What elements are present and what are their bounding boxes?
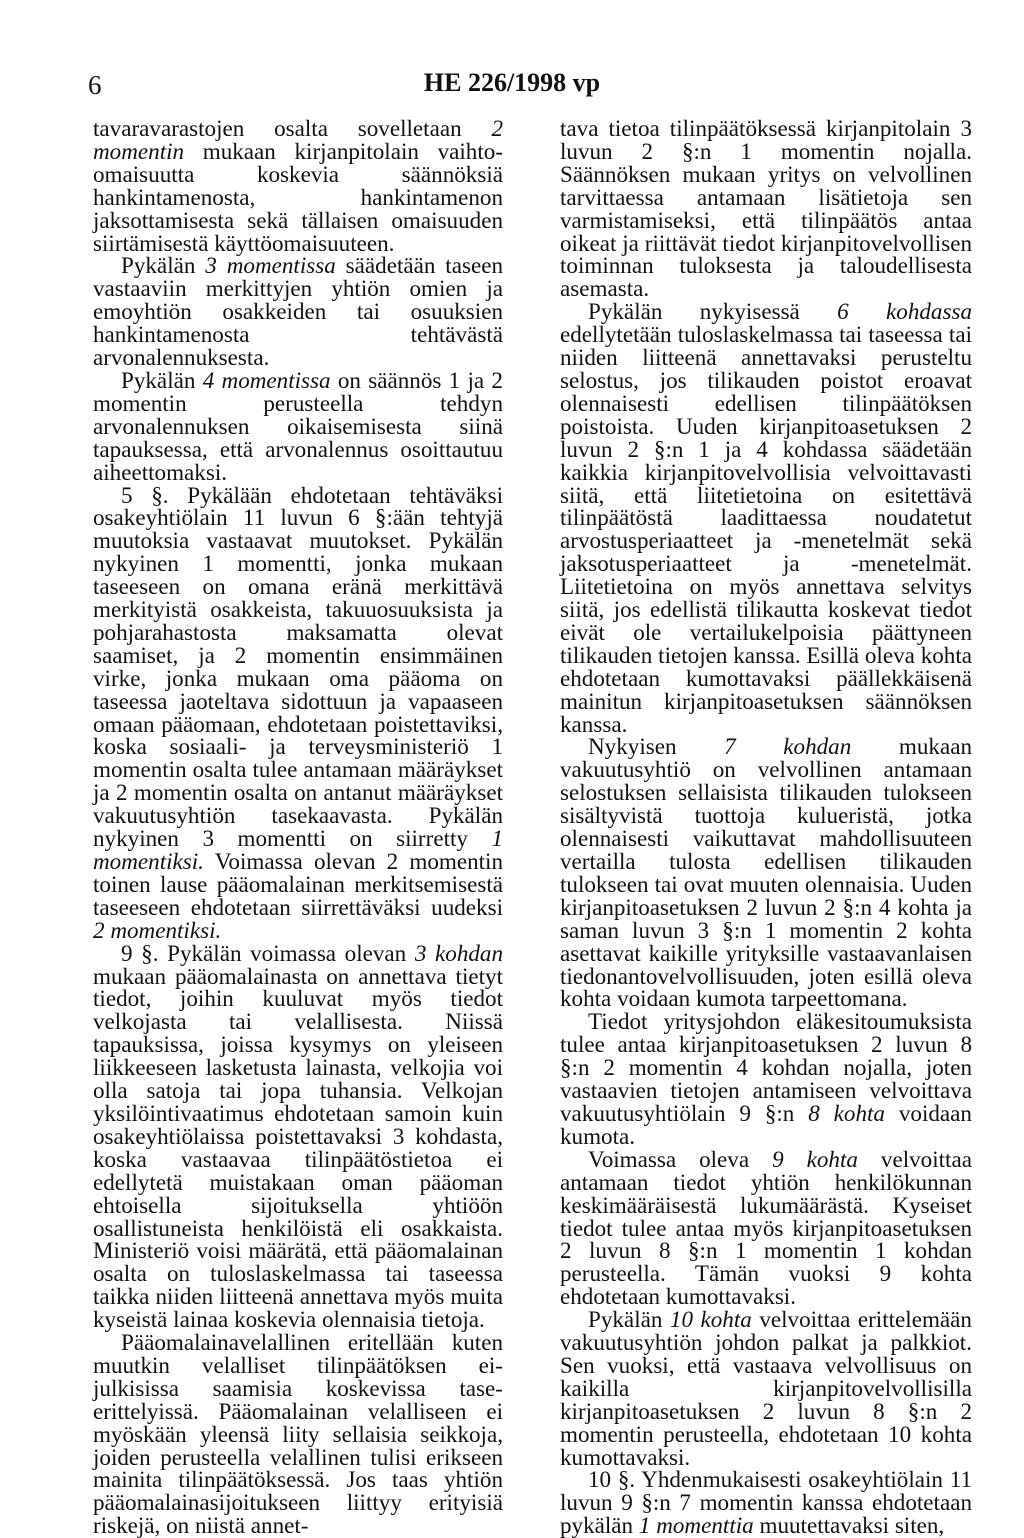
paragraph: Voimassa oleva 9 kohta velvoittaa antamaan tiedot yhtiön henkilökunnan keskimääräisestä lukumäärästä. Kyseiset tiedot tulee antaa myös kirjanpitoasetuksen 2 luvun 8 §:n 1 momentin 1 kohdan perusteella. Tämän vuoksi 9 kohta ehdotetaan kumottavaksi. (560, 1145, 972, 1310)
paragraph: Pykälän 4 momentissa on säännös 1 ja 2 momentin perusteella tehdyn arvonalennuksen oikaisemisesta siinä tapauksessa, että arvonalennus osoittautuu aiheettomaksi. (93, 366, 503, 485)
paragraph: 9 §. Pykälän voimassa olevan 3 kohdan mukaan pääomalainasta on annettava tietyt tiedot, joihin kuuluvat myös tiedot velkojasta tai velallisesta. Niissä tapauksissa, joissa kysymys on yleiseen liikkeeseen lasketusta lainasta, velkojia voi olla satoja tai jopa tuhansia. Velkojan yksilöintivaatimus ehdotetaan samoin kuin osakeyhtiölaissa poistettavaksi 3 kohdasta, koska vastaavaa tilinpäätöstietoa ei edellytetä muistakaan oman pääoman ehtoisella sijoituksella yhtiöön osallistuneista henkilöistä eli osakkaista. Ministeriö voisi määrätä, että pääomalainan osalta on tuloslaskelmassa tai taseessa taikka niiden liitteenä annettava myös muita kyseistä lainaa koskevia olennaisia tietoja. (93, 939, 504, 1333)
paragraph: Pykälän nykyisessä 6 kohdassa edellytetään tuloslaskelmassa tai taseessa tai niiden liitteenä annettavaksi perusteltu selostus, jos tilikauden poistot eroavat olennaisesti edellisen tilinpäätöksen poistoista. Uuden kirjanpitoasetuksen 2 luvun 2 §:n 1 ja 4 kohdassa säädetään kaikkia kirjanpitovelvollisia velvoittavasti siitä, että liitetietoina on esitettävä tilinpäätöstä laadittaessa noudatetut arvostusperiaatteet ja -menetelmät sekä jaksotusperiaatteet ja -menetelmät. Liitetietoina on myös annettava selvitys siitä, jos edellistä tilikautta koskevat tiedot eivät ole vertailukelpoisia päättyneen tilikauden tietojen kanssa. Esillä oleva kohta ehdotetaan kumottavaksi päällekkäisenä mainitun kirjanpitoasetuksen säännöksen kanssa. (560, 298, 973, 737)
running-head: HE 226/1998 vp (423, 68, 601, 97)
paragraph: tava tietoa tilinpäätöksessä kirjanpitolain 3 luvun 2 §:n 1 momentin nojalla. Säännöksen mukaan yritys on velvollinen tarvittaessa antamaan lisätietoja sen varmistamiseksi, että tilinpäätös antaa oikeat ja riittävät tiedot kirjanpitovelvollisen toiminnan tuloksesta ja taloudellisesta asemasta. (560, 115, 972, 302)
right-column (560, 117, 972, 1537)
paragraph: 10 §. Yhdenmukaisesti osakeyhtiölain 11 luvun 9 §:n 7 momentin kanssa ehdotetaan pykälän 1 momenttia muutettavaksi siten, (560, 1466, 972, 1538)
paragraph: Pääomalainavelallinen eritellään kuten muutkin velalliset tilinpäätöksen ei-julkisissa saamisia koskevissa tase-erittelyissä. Pääomalainan velalliseen ei myöskään yleensä liity sellaisia seikkoja, joiden perusteella velallinen tulisi erikseen mainita tilinpäätöksessä. Jos taas yhtiön pääomalainasijoitukseen liittyy erityisiä riskejä, on niistä annet- (93, 1329, 503, 1538)
paragraph: Pykälän 3 momentissa säädetään taseen vastaaviin merkittyjen yhtiön omien ja emoyhtiön osakkeiden tai osuuksien hankintamenosta tehtävästä arvonalennuksesta. (93, 252, 503, 371)
page-number: 6 (88, 70, 102, 100)
left-column (93, 117, 503, 1537)
paragraph: tavaravarastojen osalta sovelletaan 2 momentin mukaan kirjanpitolain vaihto-omaisuutta koskevia säännöksiä hankintamenosta, hankintamenon jaksottamisesta sekä tällaisen omaisuuden siirtämisestä käyttöomaisuuteen. (93, 115, 503, 256)
paragraph: 5 §. Pykälään ehdotetaan tehtäväksi osakeyhtiölain 11 luvun 6 §:ään tehtyjä muutoksia vastaavat muutokset. Pykälän nykyinen 1 momentti, jonka mukaan taseeseen on omana eränä merkittävä merkityistä osakkeista, takuuosuuksista ja pohjarahastosta maksamatta olevat saamiset, ja 2 momentin ensimmäinen virke, jonka mukaan oma pääoma on taseessa jaoteltava sidottuun ja vapaaseen omaan pääomaan, ehdotetaan poistettaviksi, koska sosiaali- ja terveysministeriö 1 momentin osalta tulee antamaan määräykset ja 2 momentin osalta on antanut määräykset vakuutusyhtiön tasekaavasta. Pykälän nykyinen 3 momentti on siirretty 1 momentiksi. Voimassa olevan 2 momentin toinen lause pääomalainan merkitsemisestä taseeseen ehdotetaan siirrettäväksi uudeksi 2 momentiksi. (93, 481, 503, 943)
paragraph: Pykälän 10 kohta velvoittaa erittelemään vakuutusyhtiön johdon palkat ja palkkiot. Sen vuoksi, että vastaava velvollisuus on kaikilla kirjanpitovelvollisilla kirjanpitoasetuksen 2 luvun 8 §:n 2 momentin perusteella, ehdotetaan 10 kohta kumottavaksi. (560, 1306, 972, 1470)
paragraph: Tiedot yritysjohdon eläkesitoumuksista tulee antaa kirjanpitoasetuksen 2 luvun 8 §:n 2 momentin 4 kohdan nojalla, joten vastaavien tietojen antamiseen velvoittava vakuutusyhtiölain 9 §:n 8 kohta voidaan kumota. (560, 1008, 972, 1149)
paragraph: Nykyisen 7 kohdan mukaan vakuutusyhtiö on velvollinen antamaan selostuksen sellaisista tilikauden tulokseen sisältyvistä tuottoja kulueristä, jotka olennaisesti vaikuttavat mahdollisuuteen vertailla tulosta edellisen tilikauden tulokseen tai ovat muuten olennaisia. Uuden kirjanpitoasetuksen 2 luvun 2 §:n 4 kohta ja saman luvun 3 §:n 1 momentin 2 kohta asettavat kaikille yrityksille vastaavanlaisen tiedonantovelvollisuuden, joten esillä oleva kohta voidaan kumota tarpeettomana. (560, 733, 972, 1012)
